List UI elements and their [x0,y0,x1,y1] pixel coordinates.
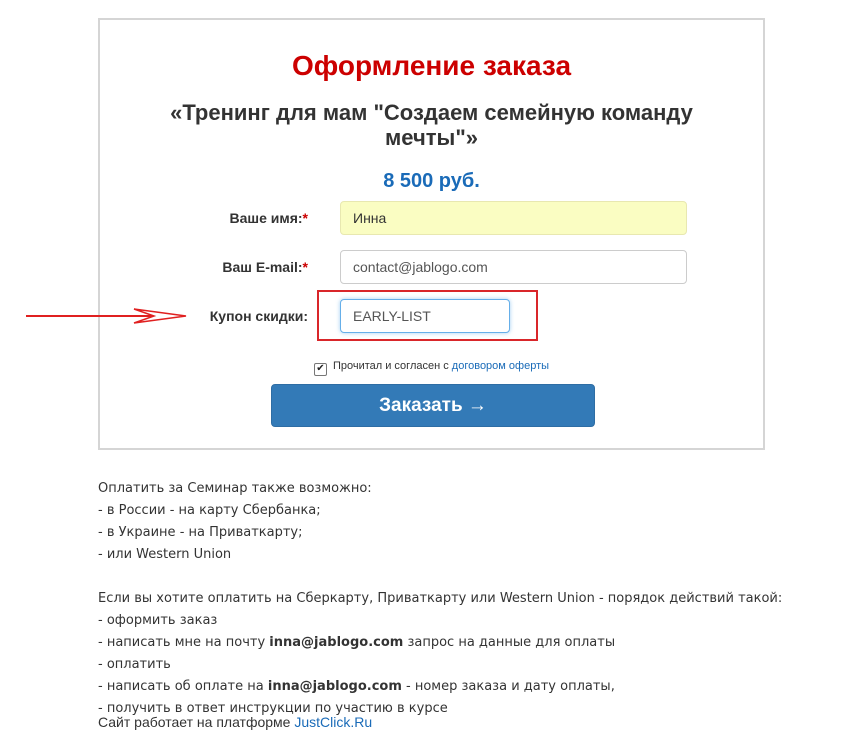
contact-email: inna@jablogo.com [267,679,402,694]
order-form [98,18,765,450]
info-line: - написать об оплате на inna@jablogo.com - номер заказа и дату оплаты, [98,679,615,694]
offer-link[interactable]: договором оферты [451,360,550,372]
required-mark: * [302,210,308,226]
payment-info [98,478,798,720]
info-line: - получить в ответ инструкции по участию в курсе [98,701,448,716]
email-row [100,250,763,284]
footer-text: Сайт работает на платформе [98,714,295,730]
info-line: - в Украине - на Приваткарту; [98,525,303,540]
coupon-label: Купон скидки: [209,308,308,324]
info-line: - оформить заказ [98,613,218,628]
info-line: - написать мне на почту inna@jablogo.com запрос на данные для оплаты [98,635,616,650]
email-label: Ваш E-mail:* [222,259,308,275]
email-input[interactable] [340,250,687,284]
info-line: - в России - на карту Сбербанка; [98,503,321,518]
info-line: Оплатить за Семинар также возможно: [98,481,372,496]
footer [98,714,372,730]
coupon-highlight-box [317,290,538,341]
agree-text: Прочитал и согласен с [332,360,449,372]
agree-checkbox[interactable]: ✔ [314,363,327,376]
order-button[interactable]: Заказать → [271,384,595,427]
name-row [100,201,763,235]
page-title: Оформление заказа [291,50,572,81]
required-mark: * [302,259,308,275]
contact-email: inna@jablogo.com [269,635,404,650]
info-line: Если вы хотите оплатить на Сберкарту, Приваткарту или Western Union - порядок действий такой: [98,591,783,606]
arrow-right-icon [26,306,188,326]
product-title: «Тренинг для мам "Создаем семейную команду мечты"» [170,100,693,150]
justclick-link[interactable]: JustClick.Ru [294,714,373,730]
name-label: Ваше имя:* [229,210,308,226]
name-input[interactable] [340,201,687,235]
info-line: - оплатить [98,657,171,672]
info-line: - или Western Union [98,547,232,562]
agreement [100,360,763,376]
price: 8 500 руб. [383,170,480,192]
